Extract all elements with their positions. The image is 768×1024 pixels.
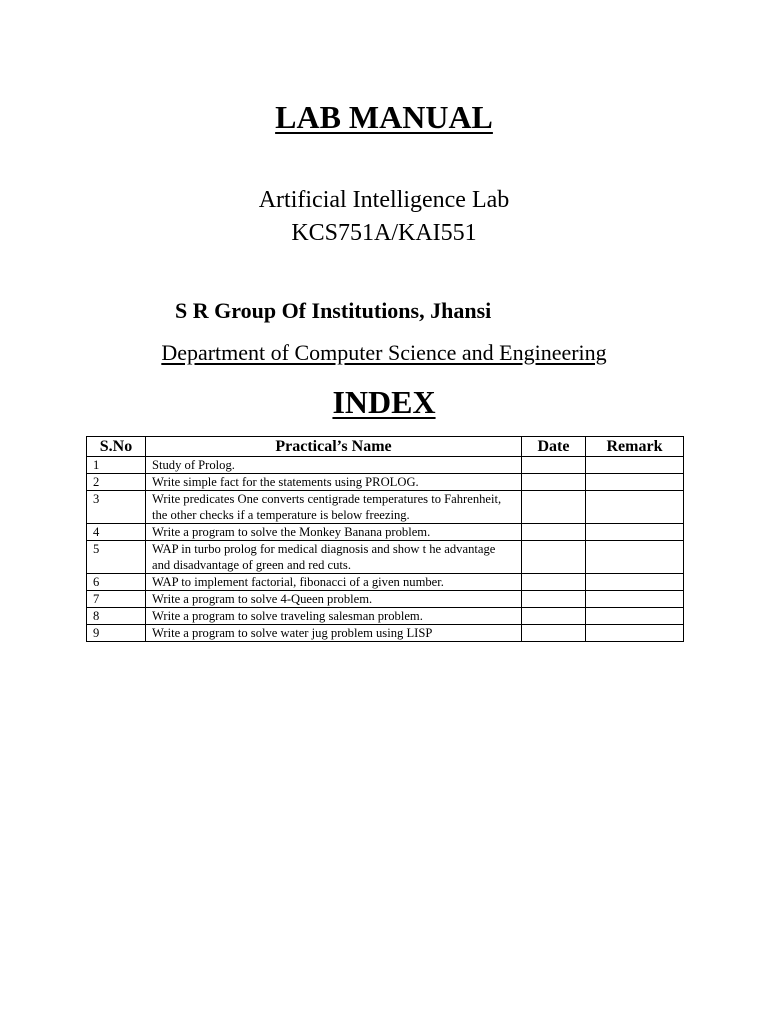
row-date [522,491,586,524]
table-row [87,591,684,608]
institution-name: S R Group Of Institutions, Jhansi [175,298,492,323]
row-remark [586,625,684,642]
header-sno: S.No [87,437,146,457]
row-sno: 2 [87,474,146,491]
course-code: KCS751A/KAI551 [291,220,477,246]
page-title: LAB MANUAL [275,99,493,135]
department-name: Department of Computer Science and Engineering [161,340,607,365]
row-practical-name: Write a program to solve the Monkey Banana problem. [146,524,522,541]
row-remark [586,608,684,625]
row-remark [586,474,684,491]
row-practical-name: Write simple fact for the statements using PROLOG. [146,474,522,491]
row-practical-name: WAP in turbo prolog for medical diagnosis and show t he advantage and disadvantage of green and red cuts. [146,541,522,574]
row-date [522,591,586,608]
row-sno: 8 [87,608,146,625]
row-remark [586,574,684,591]
table-header-row [87,437,684,457]
row-date [522,574,586,591]
row-sno: 3 [87,491,146,524]
row-remark [586,541,684,574]
table-row [87,574,684,591]
table-row [87,457,684,474]
header-date: Date [522,437,586,457]
row-remark [586,491,684,524]
row-sno: 9 [87,625,146,642]
row-date [522,474,586,491]
row-sno: 4 [87,524,146,541]
table-row [87,625,684,642]
row-practical-name: Write a program to solve traveling salesman problem. [146,608,522,625]
row-date [522,457,586,474]
row-practical-name: Write predicates One converts centigrade temperatures to Fahrenheit, the other checks if a temperature is below freezing. [146,491,522,524]
index-table [86,436,684,642]
subject-name: Artificial Intelligence Lab [258,187,510,213]
row-date [522,541,586,574]
table-row [87,491,684,524]
row-sno: 5 [87,541,146,574]
table-row [87,541,684,574]
row-practical-name: Study of Prolog. [146,457,522,474]
table-row [87,474,684,491]
table-body [87,457,684,642]
row-practical-name: WAP to implement factorial, fibonacci of a given number. [146,574,522,591]
row-sno: 6 [87,574,146,591]
row-sno: 1 [87,457,146,474]
table-row [87,524,684,541]
row-remark [586,591,684,608]
row-date [522,625,586,642]
row-practical-name: Write a program to solve water jug problem using LISP [146,625,522,642]
header-remark: Remark [586,437,684,457]
row-date [522,608,586,625]
row-remark [586,524,684,541]
table-row [87,608,684,625]
header-practical-name: Practical’s Name [146,437,522,457]
row-practical-name: Write a program to solve 4-Queen problem. [146,591,522,608]
row-remark [586,457,684,474]
row-sno: 7 [87,591,146,608]
row-date [522,524,586,541]
index-heading: INDEX [332,384,436,420]
